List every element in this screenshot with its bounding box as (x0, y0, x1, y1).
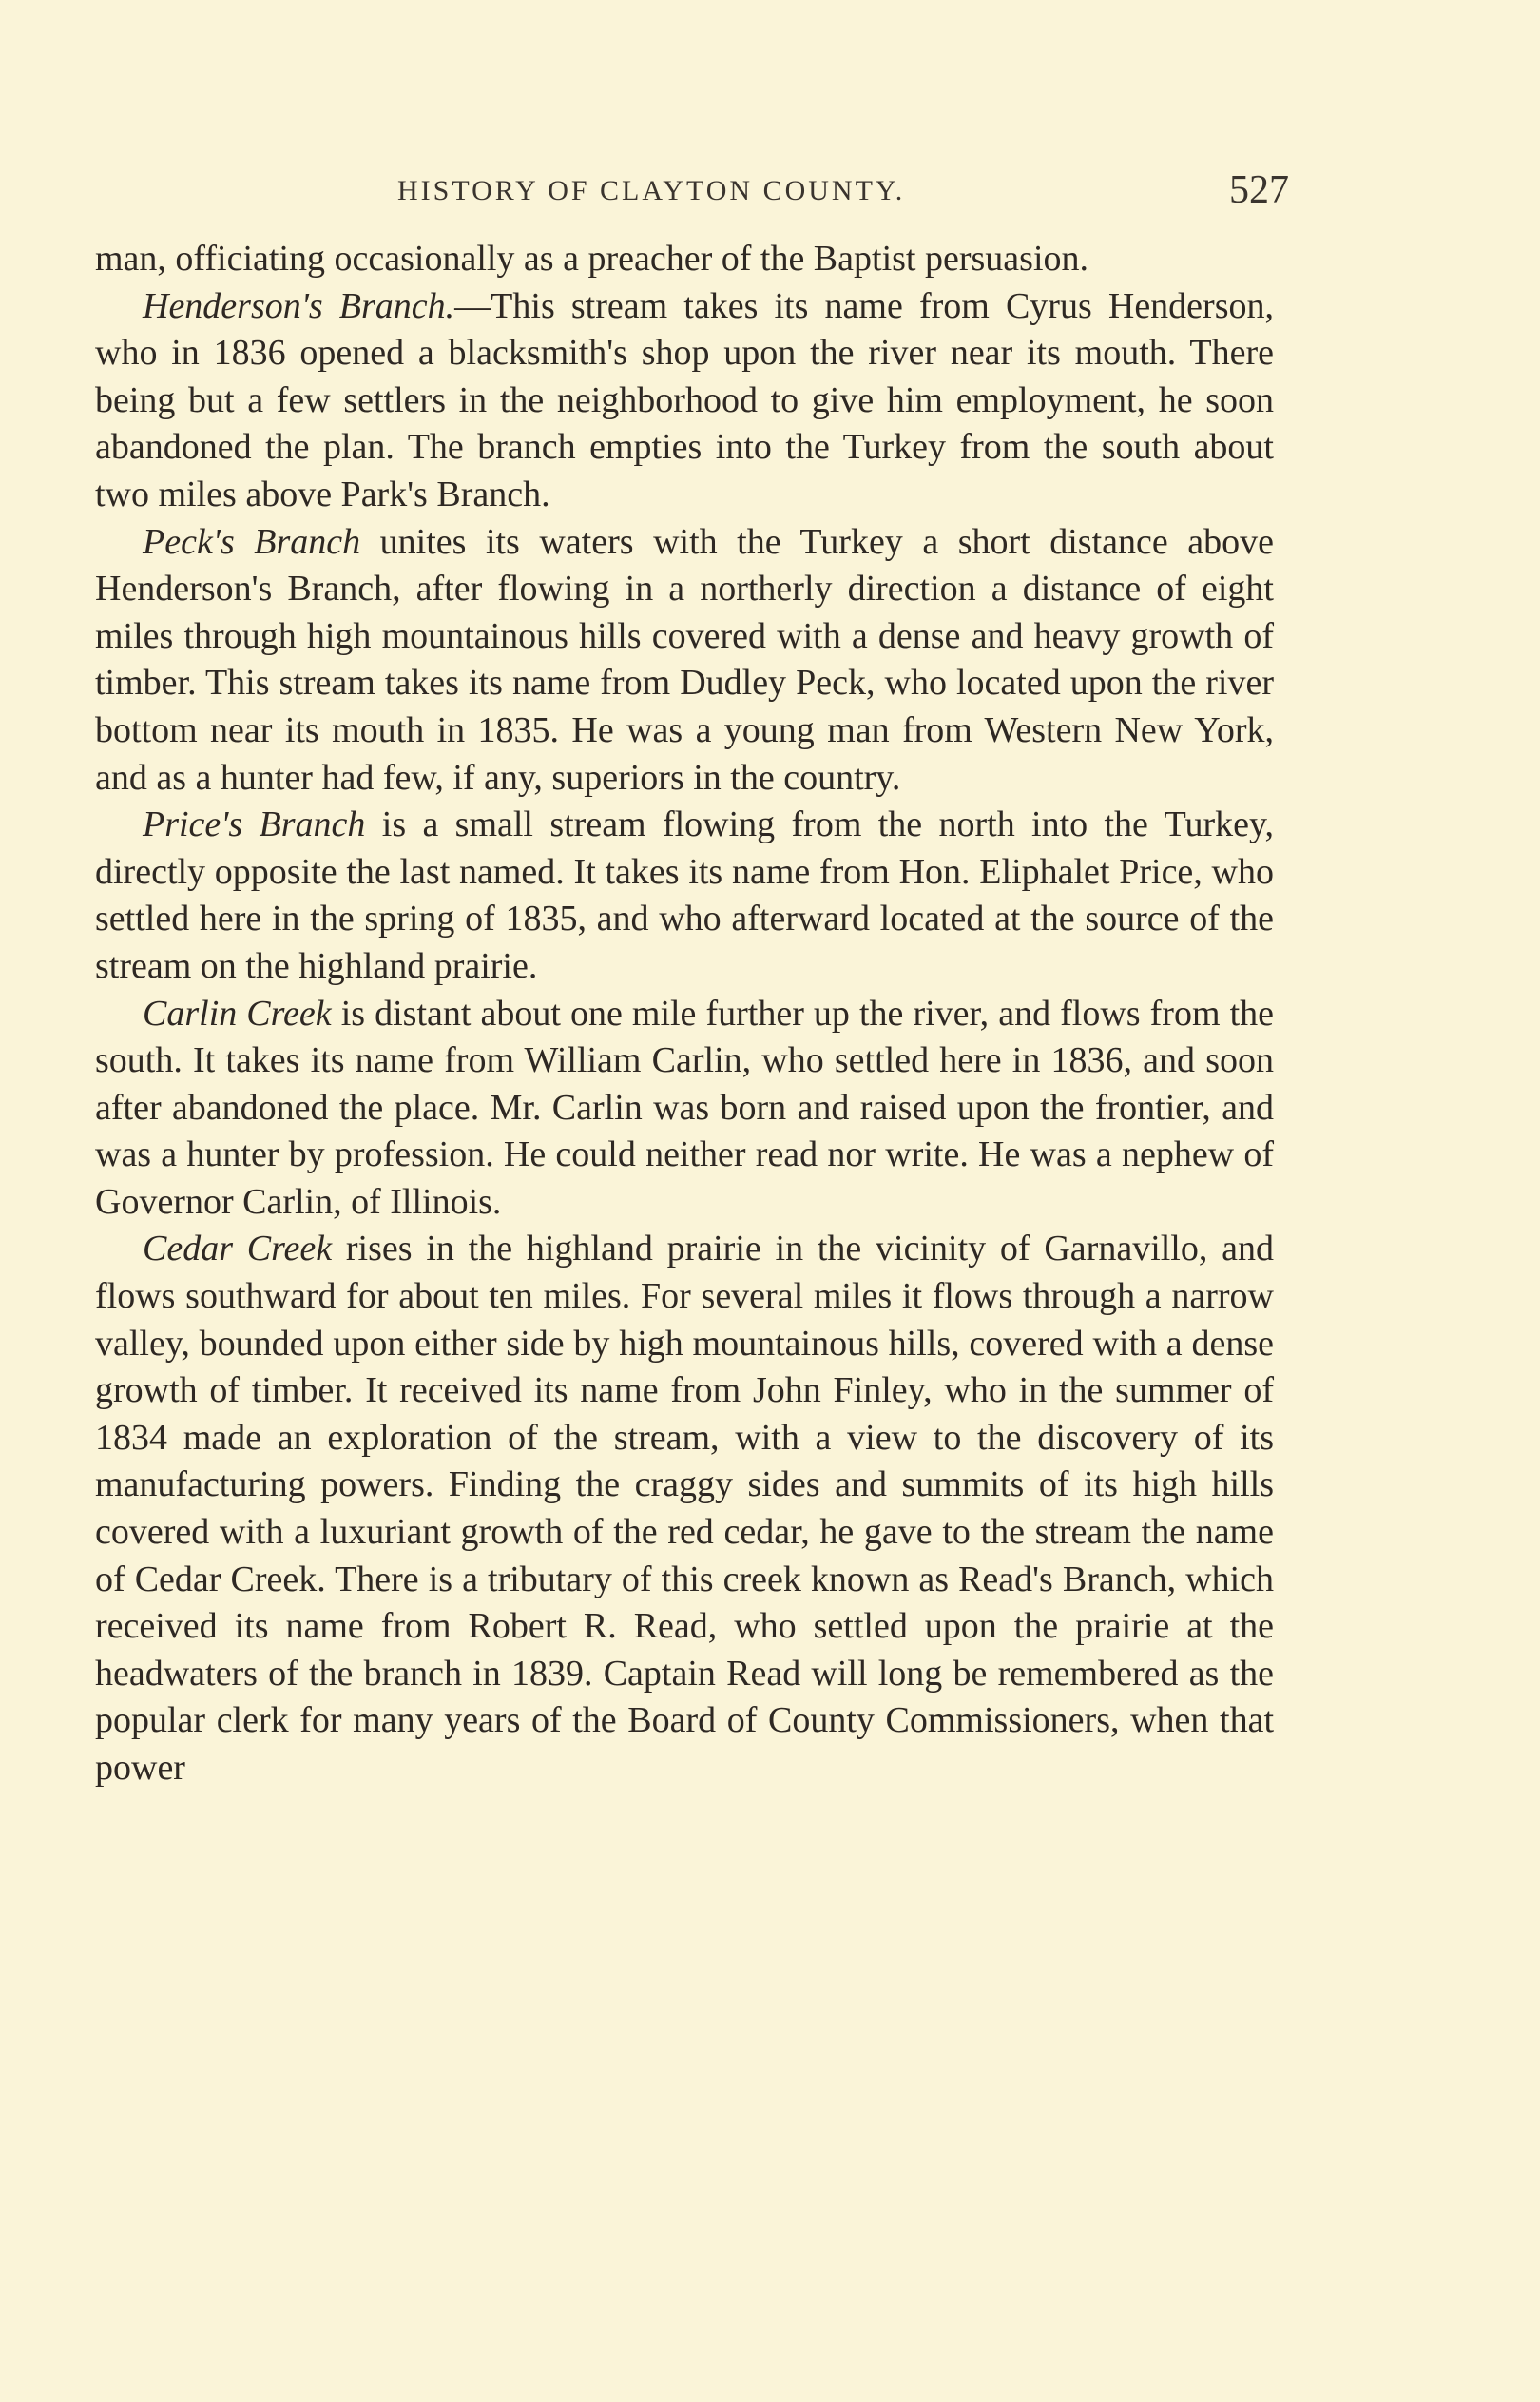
paragraph-text: is a small stream flowing from the north into the Turkey, directly opposite the last named. It takes its name from Hon. Eliphalet Price, who settled here in the spring of 1835, and who afterward located at the source of the stream on the highland prairie. (95, 804, 1274, 986)
paragraph-hendersons-branch (95, 283, 1274, 519)
page-number: 527 (1229, 168, 1289, 212)
paragraph-text: is distant about one mile further up the river, and flows from the south. It takes its name from William Carlin, who settled here in 1836, and soon after abandoned the place. Mr. Carlin was born and raised upon the frontier, and was a hunter by profession. He could neither read nor write. He was a nephew of Governor Carlin, of Illinois. (95, 993, 1275, 1222)
stream-name: Cedar Creek (143, 1229, 333, 1269)
paragraph-continued (95, 236, 1274, 283)
paragraph-text: unites its waters with the Turkey a short distance above Henderson's Branch, after flowing in a northerly direction a distance of eight miles through high mountainous hills covered with a dense and heavy growth of timber. This stream takes its name from Dudley Peck, who located upon the river bottom near its mouth in 1835. He was a young man from Western New York, and as a hunter had few, if any, superiors in the country. (95, 521, 1275, 798)
stream-name: Peck's Branch (143, 521, 361, 562)
running-head-title: HISTORY OF CLAYTON COUNTY. (397, 175, 906, 206)
paragraph-text: man, officiating occasionally as a preacher of the Baptist persuasion. (95, 239, 1088, 279)
stream-name: Carlin Creek (143, 993, 332, 1034)
body-text (95, 236, 1274, 1792)
stream-name: Price's Branch (143, 804, 366, 845)
paragraph-text: rises in the highland prairie in the vicinity of Garnavillo, and flows southward for about ten miles. For several miles it flows through a narrow valley, bounded upon either side by high mountainous hills, covered with a dense growth of timber. It received its name from John Finley, who in the summer of 1834 made an exploration of the stream, with a view to the discovery of its manufacturing powers. Finding the craggy sides and summits of its high hills covered with a luxuriant growth of the red cedar, he gave to the stream the name of Cedar Creek. There is a tributary of this creek known as Read's Branch, which received its name from Robert R. Read, who settled upon the prairie at the headwaters of the branch in 1839. Captain Read will long be remembered as the popular clerk for many years of the Board of County Commissioners, when that power (95, 1229, 1275, 1788)
paragraph-pecks-branch (95, 519, 1274, 803)
paragraph-carlin-creek (95, 991, 1274, 1227)
paragraph-cedar-creek (95, 1226, 1274, 1792)
paragraph-text: —This stream takes its name from Cyrus Henderson, who in 1836 opened a blacksmith's shop upon the river near its mouth. There being but a few settlers in the neighborhood to give him employment, he soon abandoned the plan. The branch empties into the Turkey from the south about two miles above Park's Branch. (95, 285, 1274, 514)
running-head (397, 168, 1289, 217)
stream-name: Henderson's Branch. (143, 285, 455, 326)
paragraph-prices-branch (95, 802, 1274, 990)
